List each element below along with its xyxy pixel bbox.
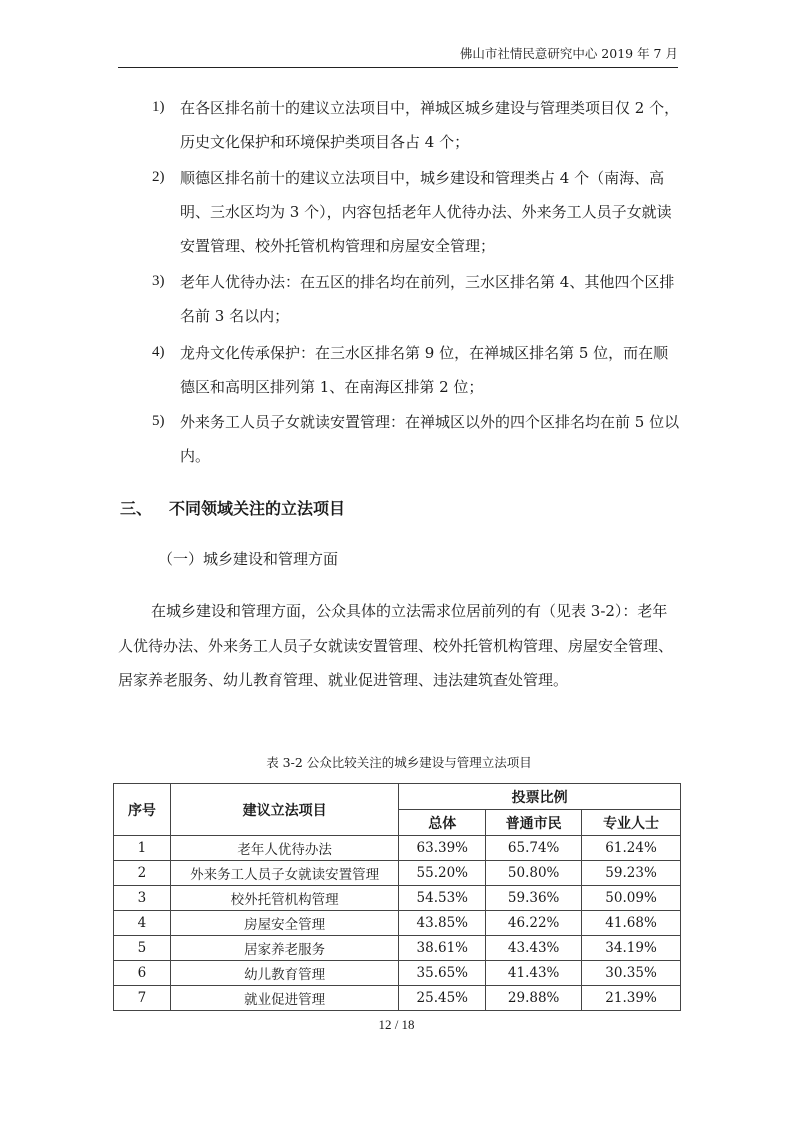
header-divider (118, 67, 678, 68)
list-item-number: 3) (152, 273, 165, 289)
list-item-number: 1) (152, 99, 165, 115)
cell-total: 35.65% (399, 961, 486, 986)
section-number: 三、 (120, 499, 153, 518)
cell-item: 外来务工人员子女就读安置管理 (170, 861, 398, 886)
legislation-table (113, 783, 681, 1011)
page-number: 12 / 18 (378, 1017, 415, 1032)
cell-item: 房屋安全管理 (170, 911, 398, 936)
subsection-heading: （一）城乡建设和管理方面 (158, 550, 339, 568)
table-row (114, 986, 681, 1011)
cell-professional: 30.35% (582, 961, 681, 986)
section-heading: 不同领域关注的立法项目 (169, 499, 346, 518)
list-item-text: 外来务工人员子女就读安置管理：在禅城区以外的四个区排名均在前 5 位以内。 (180, 413, 680, 465)
list-item-text: 顺德区排名前十的建议立法项目中，城乡建设和管理类占 4 个（南海、高明、三水区均为 3 个），内容包括老年人优待办法、外来务工人员子女就读安置管理、校外托管机构管理和房屋安全管理； (180, 169, 672, 255)
body-paragraph: 在城乡建设和管理方面，公众具体的立法需求位居前列的有（见表 3-2）：老年人优待办法、外来务工人员子女就读安置管理、校外托管机构管理、房屋安全管理、居家养老服务、幼儿教育管理、就业促进管理、违法建筑查处管理。 (118, 602, 674, 689)
cell-number: 7 (114, 986, 171, 1011)
table-row (114, 886, 681, 911)
list-item-text: 在各区排名前十的建议立法项目中，禅城区城乡建设与管理类项目仅 2 个，历史文化保护和环境保护类项目各占 4 个； (180, 99, 680, 151)
cell-number: 1 (114, 836, 171, 861)
cell-professional: 61.24% (582, 836, 681, 861)
list-item-number: 4) (152, 344, 165, 360)
cell-professional: 34.19% (582, 936, 681, 961)
cell-total: 43.85% (399, 911, 486, 936)
cell-item: 就业促进管理 (170, 986, 398, 1011)
cell-number: 2 (114, 861, 171, 886)
cell-number: 3 (114, 886, 171, 911)
cell-total: 25.45% (399, 986, 486, 1011)
cell-item: 居家养老服务 (170, 936, 398, 961)
cell-total: 63.39% (399, 836, 486, 861)
cell-number: 5 (114, 936, 171, 961)
header-vote-ratio: 投票比例 (399, 784, 681, 810)
cell-citizen: 41.43% (486, 961, 582, 986)
table-row (114, 911, 681, 936)
page-header: 佛山市社情民意研究中心 2019 年 7 月 (459, 46, 678, 61)
cell-professional: 21.39% (582, 986, 681, 1011)
cell-citizen: 43.43% (486, 936, 582, 961)
header-total: 总体 (399, 810, 486, 836)
cell-professional: 50.09% (582, 886, 681, 911)
cell-professional: 41.68% (582, 911, 681, 936)
header-professional: 专业人士 (582, 810, 681, 836)
header-number: 序号 (114, 784, 171, 836)
cell-number: 6 (114, 961, 171, 986)
cell-item: 老年人优待办法 (170, 836, 398, 861)
cell-citizen: 59.36% (486, 886, 582, 911)
cell-number: 4 (114, 911, 171, 936)
list-item-number: 2) (152, 169, 165, 185)
list-item-text: 龙舟文化传承保护：在三水区排名第 9 位，在禅城区排名第 5 位，而在顺德区和高明区排列第 1、在南海区排第 2 位； (180, 344, 669, 396)
cell-citizen: 46.22% (486, 911, 582, 936)
table-row (114, 936, 681, 961)
cell-total: 38.61% (399, 936, 486, 961)
cell-total: 54.53% (399, 886, 486, 911)
cell-citizen: 50.80% (486, 861, 582, 886)
list-item-text: 老年人优待办法：在五区的排名均在前列，三水区排名第 4、其他四个区排名前 3 名以内； (180, 273, 675, 325)
header-citizen: 普通市民 (486, 810, 582, 836)
table-caption: 表 3-2 公众比较关注的城乡建设与管理立法项目 (266, 755, 532, 770)
header-item: 建议立法项目 (170, 784, 398, 836)
cell-total: 55.20% (399, 861, 486, 886)
table-row (114, 861, 681, 886)
list-item-number: 5) (152, 413, 165, 429)
cell-item: 幼儿教育管理 (170, 961, 398, 986)
table-row (114, 961, 681, 986)
cell-item: 校外托管机构管理 (170, 886, 398, 911)
cell-professional: 59.23% (582, 861, 681, 886)
cell-citizen: 29.88% (486, 986, 582, 1011)
table-row (114, 836, 681, 861)
cell-citizen: 65.74% (486, 836, 582, 861)
